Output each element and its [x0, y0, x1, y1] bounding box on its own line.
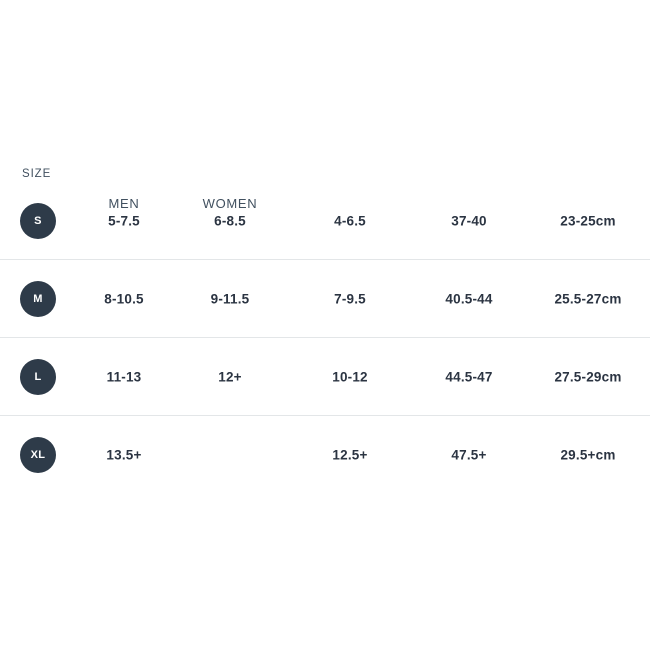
cell-men: 13.5+	[106, 447, 142, 463]
table-row	[0, 182, 650, 260]
size-badge: XL	[20, 437, 56, 473]
cell-col3: 4-6.5	[334, 213, 366, 228]
cell-women: 9-11.5	[210, 291, 250, 306]
column-header-women: WOMEN	[202, 196, 258, 211]
cell-col4: 40.5-44	[445, 291, 493, 306]
cell-col3: 7-9.5	[334, 291, 366, 306]
size-table	[0, 182, 650, 494]
cell-men: 11-13	[106, 369, 142, 384]
cell-col5: 29.5+cm	[560, 447, 616, 463]
size-badge: M	[20, 281, 56, 317]
cell-col5: 27.5-29cm	[554, 369, 622, 384]
cell-col4: 47.5+	[451, 447, 487, 463]
cell-col3: 10-12	[332, 369, 368, 384]
size-badge: L	[20, 359, 56, 395]
column-header-men: MEN	[108, 196, 140, 211]
cell-col4: 37-40	[451, 213, 487, 228]
table-row	[0, 338, 650, 416]
cell-col5: 23-25cm	[560, 213, 616, 228]
cell-col3: 12.5+	[332, 447, 368, 463]
cell-col4: 44.5-47	[445, 369, 493, 384]
cell-men: 8-10.5	[104, 291, 144, 306]
cell-women: 6-8.5	[214, 213, 246, 228]
table-row	[0, 416, 650, 494]
cell-men: 5-7.5	[108, 213, 140, 228]
table-row	[0, 260, 650, 338]
cell-women: 12+	[218, 369, 242, 384]
size-badge: S	[20, 203, 56, 239]
cell-col5: 25.5-27cm	[554, 291, 622, 306]
size-chart-caption: SIZE	[22, 168, 52, 180]
